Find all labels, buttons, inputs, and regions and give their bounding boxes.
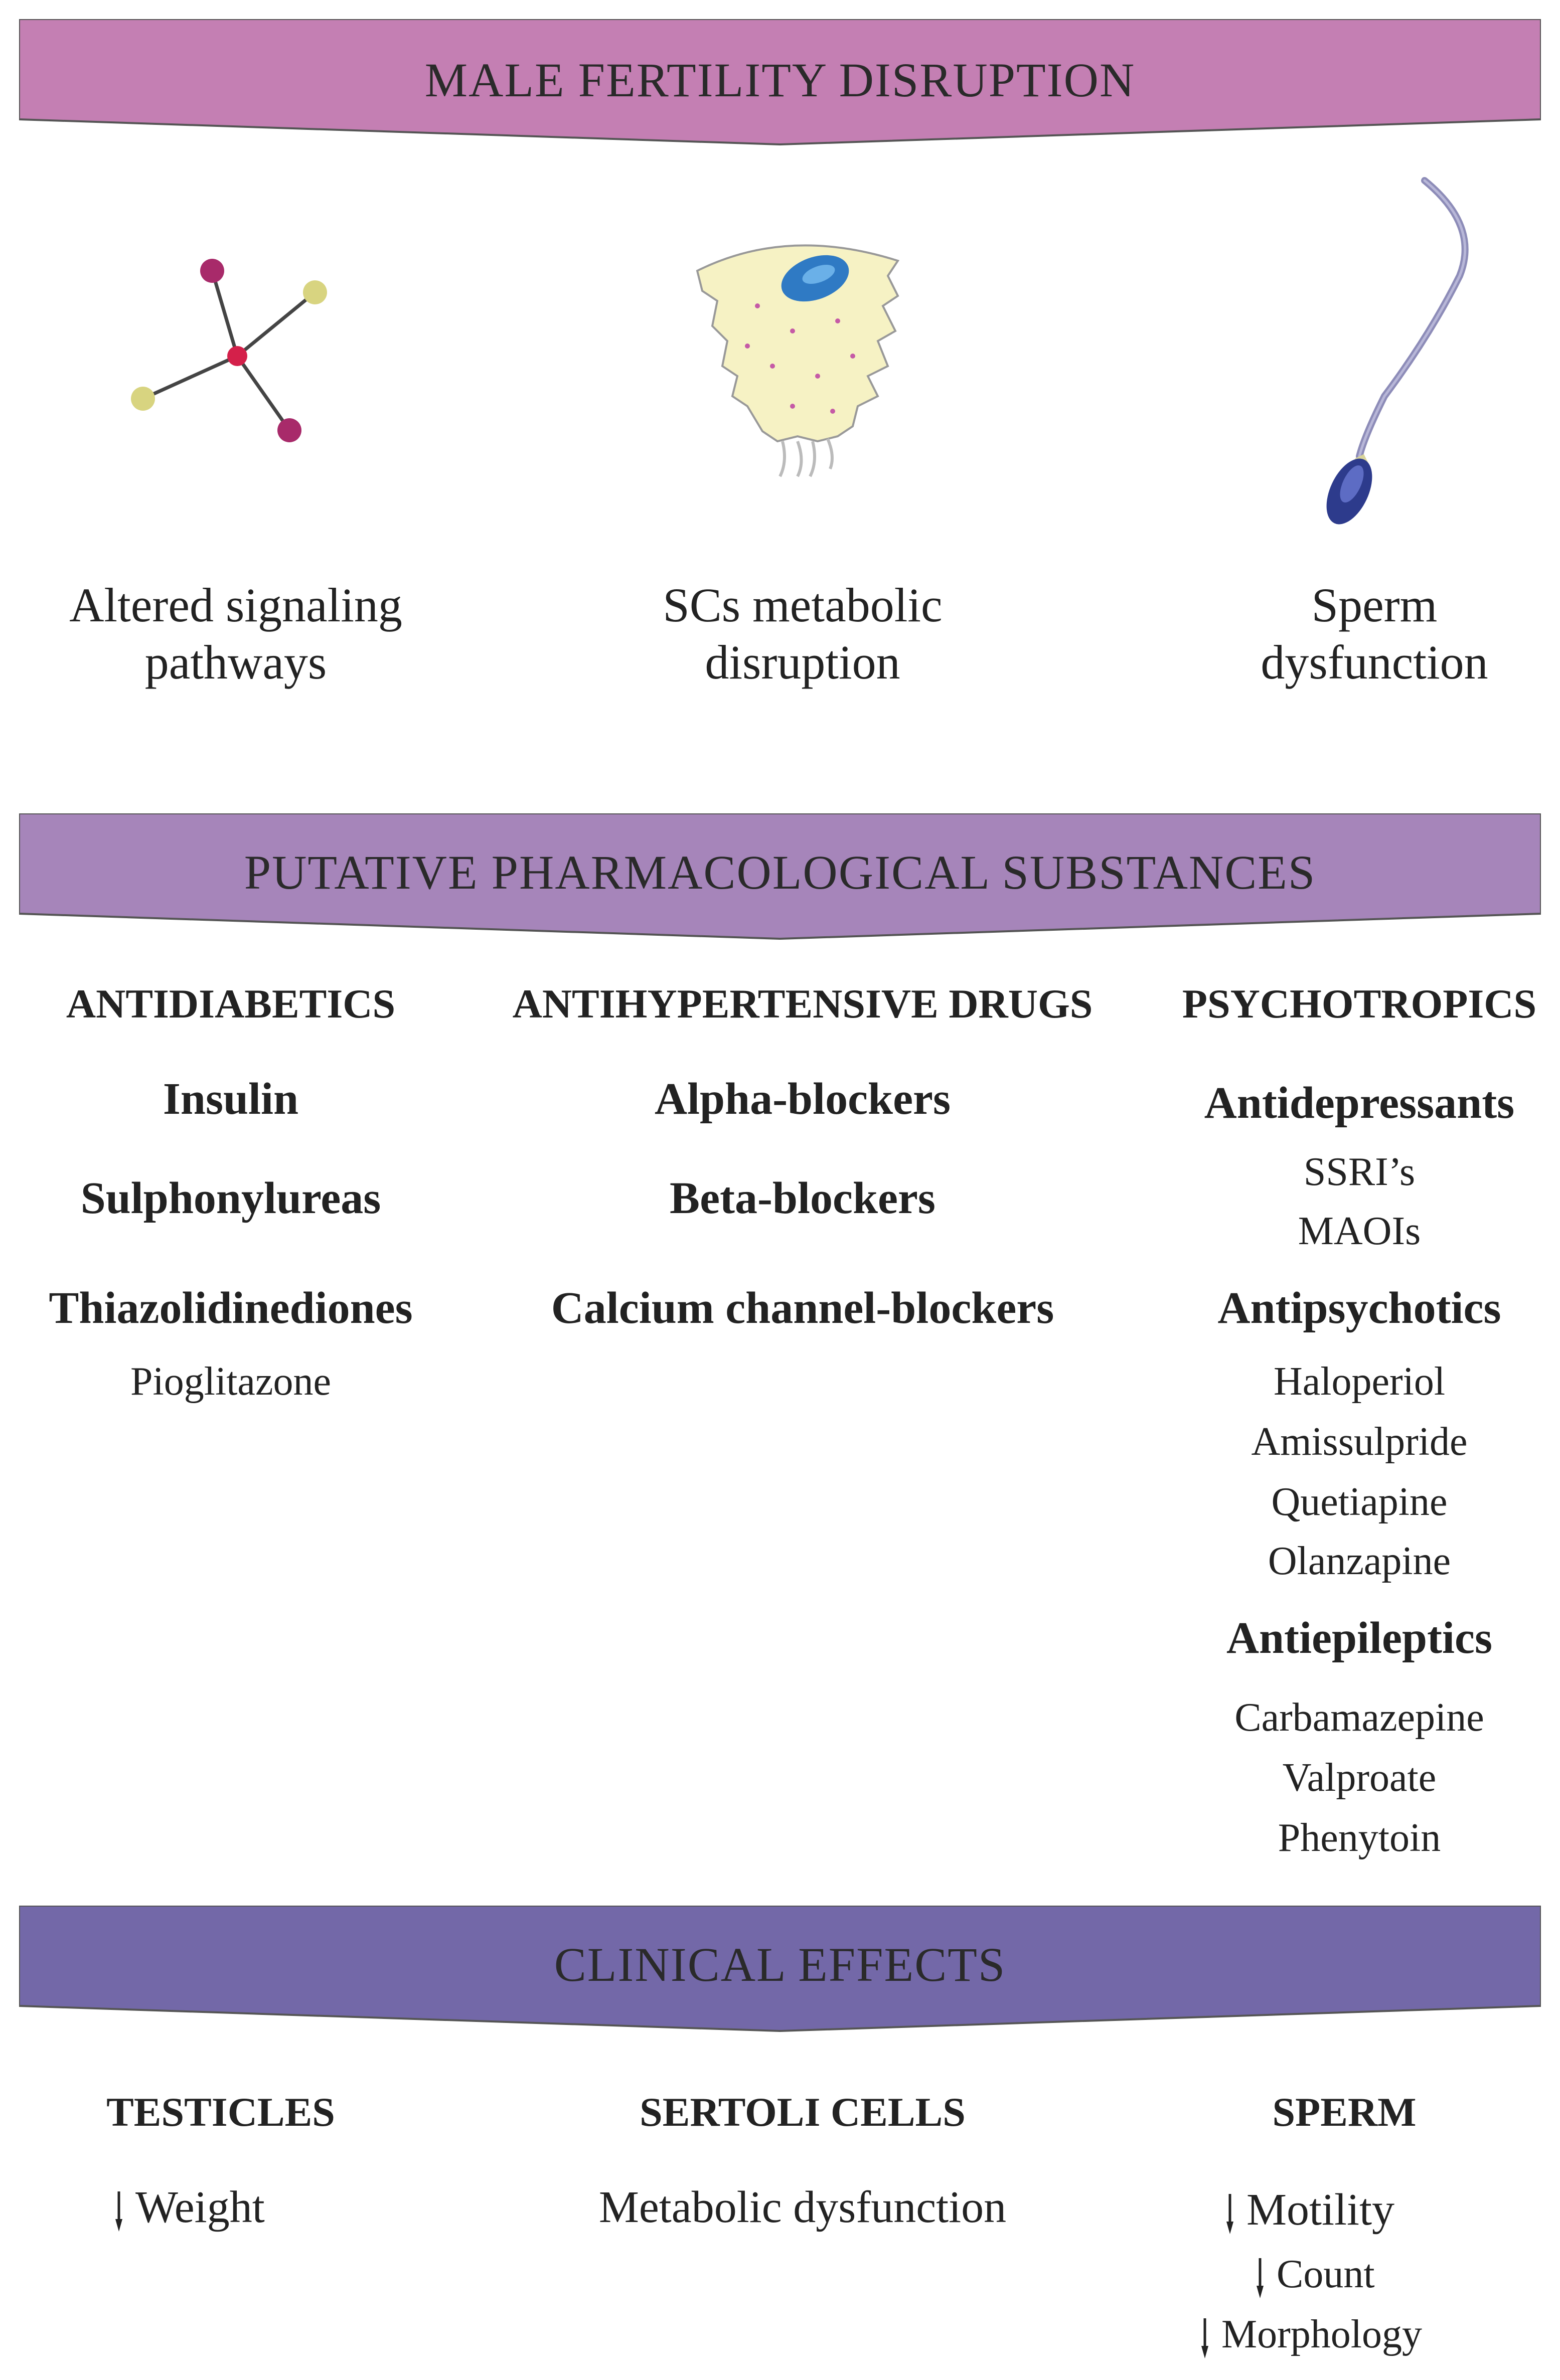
label-altered-signaling	[30, 577, 441, 691]
item-carbamazepine: Carbamazepine	[1234, 1695, 1484, 1740]
header-sertoli-cells: SERTOLI CELLS	[640, 2089, 966, 2135]
item-quetiapine: Quetiapine	[1271, 1480, 1448, 1524]
label-line-1: Altered signaling	[69, 578, 402, 632]
effect-metabolic-dysfunction: Metabolic dysfunction	[598, 2182, 1007, 2232]
effect-morphology	[1201, 2312, 1422, 2358]
label-sperm-dysfunction	[1169, 577, 1560, 691]
header-antidiabetics: ANTIDIABETICS	[66, 981, 396, 1027]
decrease-arrow-icon	[1226, 2194, 1233, 2234]
item-ssri: SSRI’s	[1303, 1150, 1416, 1194]
item-calcium-channel-blockers: Calcium channel-blockers	[551, 1283, 1054, 1333]
item-beta-blockers: Beta-blockers	[670, 1173, 935, 1223]
header-testicles: TESTICLES	[106, 2089, 335, 2135]
effect-morphology-label: Morphology	[1221, 2312, 1422, 2356]
item-alpha-blockers: Alpha-blockers	[654, 1074, 951, 1124]
label-line-2: disruption	[705, 635, 900, 689]
decrease-arrow-icon	[1201, 2318, 1208, 2358]
banner-title: CLINICAL EFFECTS	[554, 1938, 1006, 1991]
item-amissulpride: Amissulpride	[1251, 1420, 1468, 1464]
banner-male-fertility-disruption	[19, 19, 1541, 149]
decrease-arrow-icon	[115, 2191, 122, 2232]
decrease-arrow-icon	[1257, 2258, 1264, 2298]
effect-count	[1257, 2252, 1375, 2298]
sertoli-cell-icon	[687, 216, 908, 481]
item-haloperiol: Haloperiol	[1273, 1359, 1446, 1404]
item-antiepileptics: Antiepileptics	[1226, 1613, 1492, 1663]
item-thiazolidinediones: Thiazolidinediones	[49, 1283, 413, 1333]
header-antihypertensive: ANTIHYPERTENSIVE DRUGS	[512, 981, 1093, 1027]
item-pioglitazone: Pioglitazone	[130, 1359, 331, 1404]
effect-weight-label: Weight	[135, 2182, 265, 2232]
item-insulin: Insulin	[163, 1074, 299, 1124]
label-scs-metabolic	[597, 577, 1008, 691]
item-sulphonylureas: Sulphonylureas	[80, 1173, 381, 1223]
effect-count-label: Count	[1277, 2252, 1375, 2296]
molecule-icon	[120, 246, 336, 456]
effect-motility	[1226, 2184, 1394, 2236]
item-maoi: MAOIs	[1298, 1209, 1421, 1253]
banner-clinical-effects	[19, 1906, 1541, 2036]
label-line-1: Sperm	[1311, 578, 1438, 632]
banner-pharmacological-substances	[19, 813, 1541, 944]
banner-title: PUTATIVE PHARMACOLOGICAL SUBSTANCES	[244, 845, 1316, 899]
effect-weight	[115, 2181, 265, 2233]
header-psychotropics: PSYCHOTROPICS	[1182, 981, 1537, 1027]
label-line-2: pathways	[144, 635, 327, 689]
header-sperm: SPERM	[1272, 2089, 1417, 2135]
label-line-1: SCs metabolic	[663, 578, 943, 632]
effect-motility-label: Motility	[1246, 2185, 1395, 2235]
item-phenytoin: Phenytoin	[1278, 1816, 1441, 1860]
item-antipsychotics: Antipsychotics	[1217, 1283, 1501, 1333]
item-valproate: Valproate	[1282, 1756, 1437, 1800]
banner-title: MALE FERTILITY DISRUPTION	[424, 53, 1136, 107]
item-antidepressants: Antidepressants	[1204, 1078, 1515, 1128]
item-olanzapine: Olanzapine	[1268, 1539, 1451, 1583]
label-line-2: dysfunction	[1261, 635, 1488, 689]
sperm-icon	[1269, 176, 1520, 527]
